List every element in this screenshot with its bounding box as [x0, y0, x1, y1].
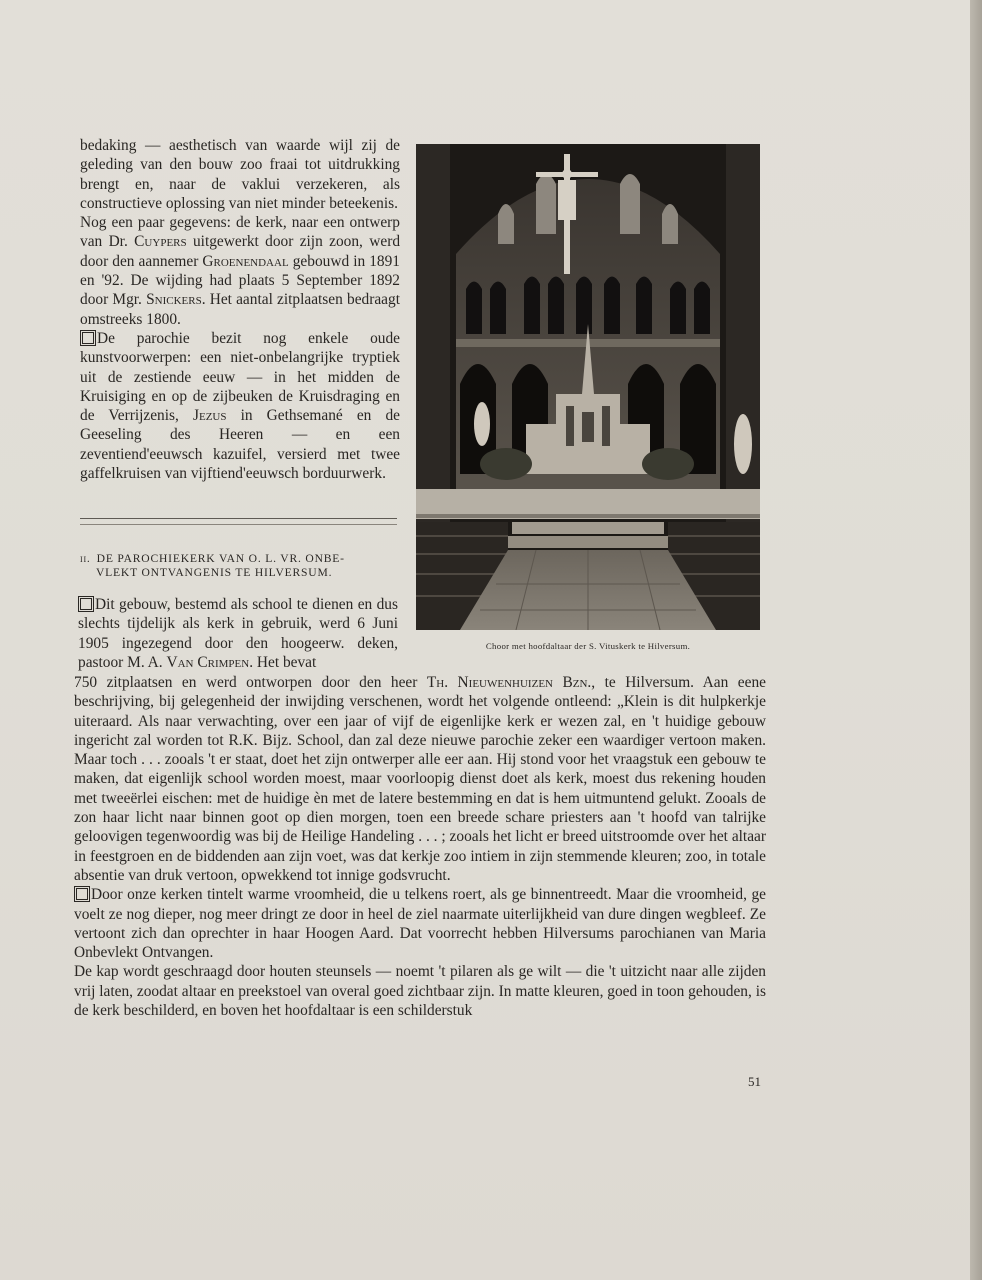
- name-nieuwenhuizen: Th. Nieuwenhuizen Bzn.: [426, 674, 592, 691]
- paragraph-artworks: [80, 329, 400, 483]
- name-snickers: Snickers: [146, 291, 202, 309]
- name-cuypers: Cuypers: [134, 233, 187, 251]
- choir-illustration: [416, 144, 760, 630]
- text-run: . Het bevat: [249, 653, 317, 671]
- section-number: ii.: [80, 552, 91, 565]
- text-run: Dit gebouw, bestemd als school te dienen en dus slechts tijdelijk als kerk in gebruik, werd 6 Juni 1905 ingezegend door den hoogeerw. deken, pastoor M. A.: [78, 596, 398, 671]
- photo-caption: Choor met hoofdaltaar der S. Vituskerk te Hilversum.: [485, 641, 691, 651]
- paragraph-description: [74, 673, 766, 885]
- heading-line-1: DE PAROCHIEKERK VAN O. L. VR. ONBE-: [96, 552, 345, 565]
- text-run: uitgewerkt door zijn zoon, werd door den aannemer: [80, 233, 401, 270]
- left-column-top: [80, 136, 400, 483]
- page-number: 51: [748, 1074, 761, 1089]
- paragraph-piety: [74, 885, 766, 962]
- name-van-crimpen: Van Crimpen: [166, 653, 250, 671]
- section-divider: [80, 518, 397, 525]
- text-run: De parochie bezit nog enkele oude kunstvoorwerpen: een niet-onbelangrijke tryptiek uit de zestiende eeuw — in het midden de Kruisiging en op de zijbeuken de Kruisdraging en de Verrijzenis,: [80, 329, 400, 425]
- paragraph-mark-icon: [76, 888, 88, 900]
- section-heading: [80, 552, 400, 580]
- text-run: , te Hilversum. Aan eene beschrijving, bij gelegenheid der inwijding verschenen, wordt het volgende ontleend: „Klein is dit hulpkerkje uiteraard. Als naar verwachting, over een jaar of vijf de eigenlijke kerk er wezen zal, en 't huidige gebouw ingericht zal worden tot R.K. Bijz. School, dan zal deze nieuwe parochie zeker een waardiger vertoon maken. Maar toch . . . zooals 't er staat, doet het zijn ontwerper alle eer aan. Hij stond voor het vraagstuk een gebouw te maken, dat eigenlijk school worden moest, maar voorloopig dienst doet als kerk, moest dus rekening houden met tweeërlei eischen: met de huidige èn met de latere bestemming en dat is hem uitmuntend gelukt. Zooals de zon haar licht naar binnen goot op dien morgen, toen een breede schare priesters aan 't hoofd van talrijke geloovigen tegenwoordig was bij de Heilige Handeling . . . ; zooals het licht er breed uitstroomde over het altaar in feestgroen en de biddenden aan zijn voet, was dat kerkje zoo intiem in zijn stemmende kleuren; zoo, in totale absentie van druk vertoon, opwekkend tot innige godsvrucht.: [74, 674, 766, 884]
- text-run: 750 zitplaatsen en werd ontworpen door den heer: [74, 674, 427, 691]
- name-jezus: Jezus: [192, 407, 227, 425]
- full-width-text: [74, 673, 766, 1020]
- text-run: gebouwd in 1891 en '92. De wijding had plaats 5 September 1892 door Mgr.: [80, 252, 400, 309]
- text-run: in Gethsemané en de Geeseling des Heeren — en een zeventiend'eeuwsch kazuifel, versierd met twee gaffelkruisen van vijftiend'eeuwsch borduurwerk.: [80, 407, 400, 483]
- paragraph-roof: bedaking — aesthetisch van waarde wijl zij de geleding van den bouw zoo fraai tot uitdrukking brengt en, naar de vaklui verzekeren, als constructieve oplossing van niet minder beteekenis.: [80, 137, 400, 212]
- heading-line-2: VLEKT ONTVANGENIS TE HILVERSUM.: [96, 566, 333, 579]
- text-run: Nog een paar gegevens: de kerk, naar een ontwerp van Dr.: [80, 214, 400, 251]
- church-choir-photo: [416, 144, 760, 630]
- name-groenendaal: Groenendaal: [202, 252, 289, 270]
- text-run: . Het aantal zitplaatsen bedraagt omstreeks 1800.: [80, 291, 400, 328]
- paragraph-mark-icon: [82, 332, 94, 344]
- paragraph-mark-icon: [80, 598, 92, 610]
- paragraph-facts: [80, 213, 400, 329]
- left-column-bottom: [78, 595, 398, 672]
- text-run: Door onze kerken tintelt warme vroomheid, die u telkens roert, als ge binnentreedt. Maar die vroomheid, ge voelt ze nog dieper, nog meer dringt ze door in heel de ziel naarmate uiterlijkheid van dure dingen wegbleef. Ze vertoont zich dan oprechter in haar Hoogen Aard. Dat voorrecht hebben Hilversums parochianen van Maria Onbevlekt Ontvangen.: [74, 886, 766, 962]
- paragraph-roof-supports: De kap wordt geschraagd door houten steunsels — noemt 't pilaren als ge wilt — die 't uitzicht naar alle zijden vrij laten, zoodat altaar en preekstoel van overal goed zichtbaar zijn. In matte kleuren, goed in toon gehouden, is de kerk beschilderd, en boven het hoofdaltaar is een schilderstuk: [74, 963, 766, 1020]
- page-edge: [970, 0, 982, 1280]
